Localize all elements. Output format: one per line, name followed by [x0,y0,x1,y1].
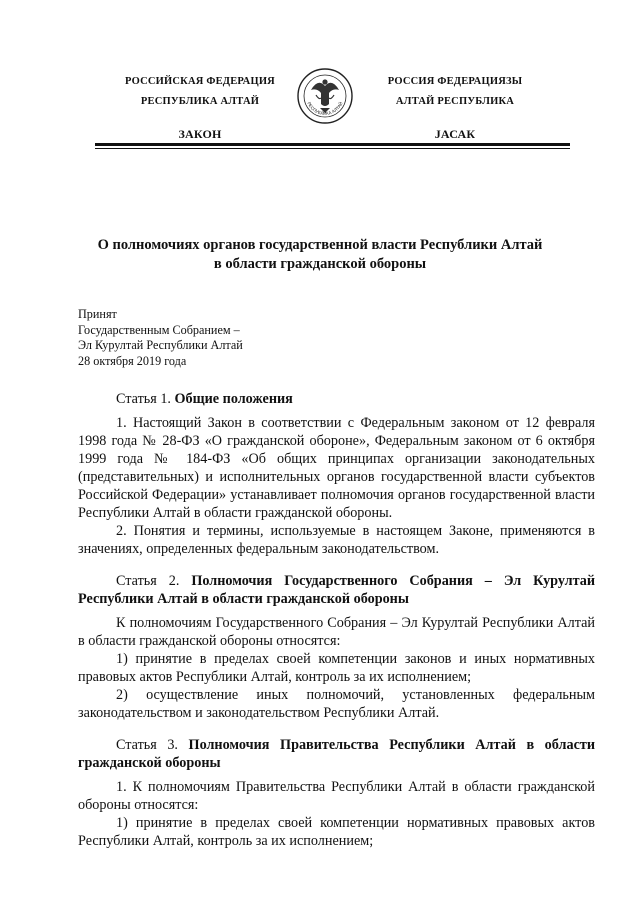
article-3-paragraph-1: 1. К полномочиям Правительства Республики Алтай в области гражданской обороны относятся: [78,779,595,813]
law-body [78,390,595,850]
adoption-line3: Эл Курултай Республики Алтай [78,338,243,352]
header-rule-thick [95,143,570,146]
law-title-line1: О полномочиях органов государственной власти Республики Алтай [97,237,543,253]
article-2-paragraph-2: 1) принятие в пределах своей компетенции законов и иных нормативных правовых актов Республики Алтай, контроль за их исполнением; [78,651,595,685]
article-3-heading: Статья 3. Полномочия Правительства Республики Алтай в области гражданской обороны [78,737,596,771]
header-left-country: РОССИЙСКАЯ ФЕДЕРАЦИЯ [125,76,275,87]
header-right [355,72,555,144]
header-left [100,72,300,144]
header-right-law: JАСАК [434,127,476,141]
header-rule-thin [95,148,570,149]
header-left-law: ЗАКОН [178,127,222,141]
article-3-paragraph-2: 1) принятие в пределах своей компетенции нормативных правовых актов Республики Алтай, контроль за их исполнением; [78,815,595,849]
header-right-country: РОССИЯ ФЕДЕРАЦИЯЗЫ [387,76,523,87]
header-left-republic: РЕСПУБЛИКА АЛТАЙ [140,96,260,107]
adoption-line2: Государственным Собранием – [78,322,240,337]
article-2-paragraph-1: К полномочиям Государственного Собрания – Эл Курултай Республики Алтай в области гражданской обороны относятся: [78,615,595,649]
svg-text:РЕСПУБЛИКА АЛТАЙ: РЕСПУБЛИКА АЛТАЙ [306,101,344,116]
article-2-paragraph-3: 2) осуществление иных полномочий, установленных федеральным законодательством и законодательством Республики Алтай. [78,687,595,721]
article-2-heading: Статья 2. Полномочия Государственного Собрания – Эл Курултай Республики Алтай в области гражданской обороны [78,573,596,607]
header-right-republic: АЛТАЙ РЕСПУБЛИКА [395,96,515,107]
law-title [60,236,580,274]
adoption-date: 28 октября 2019 года [78,353,187,368]
article-1-paragraph-2: 2. Понятия и термины, используемые в настоящем Законе, применяются в значениях, определенных федеральным законодательством. [78,523,595,557]
article-1-paragraph-1: 1. Настоящий Закон в соответствии с Федеральным законом от 12 февраля 1998 года № 28-ФЗ «О гражданской обороне», Федеральным законом от 6 октября 1999 года № 184-ФЗ «Об общих принципах организации законодательных (представительных) и исполнительных органов государственной власти субъектов Российской Федерации» устанавливает полномочия органов государственной власти Республики Алтай в области гражданской обороны. [78,415,595,521]
coat-of-arms-emblem [296,64,354,128]
article-1-heading: Статья 1. Общие положения [116,391,293,407]
adoption-line1: Принят [78,307,117,321]
law-title-line2: в области гражданской обороны [213,256,427,272]
adoption-block [78,307,243,369]
